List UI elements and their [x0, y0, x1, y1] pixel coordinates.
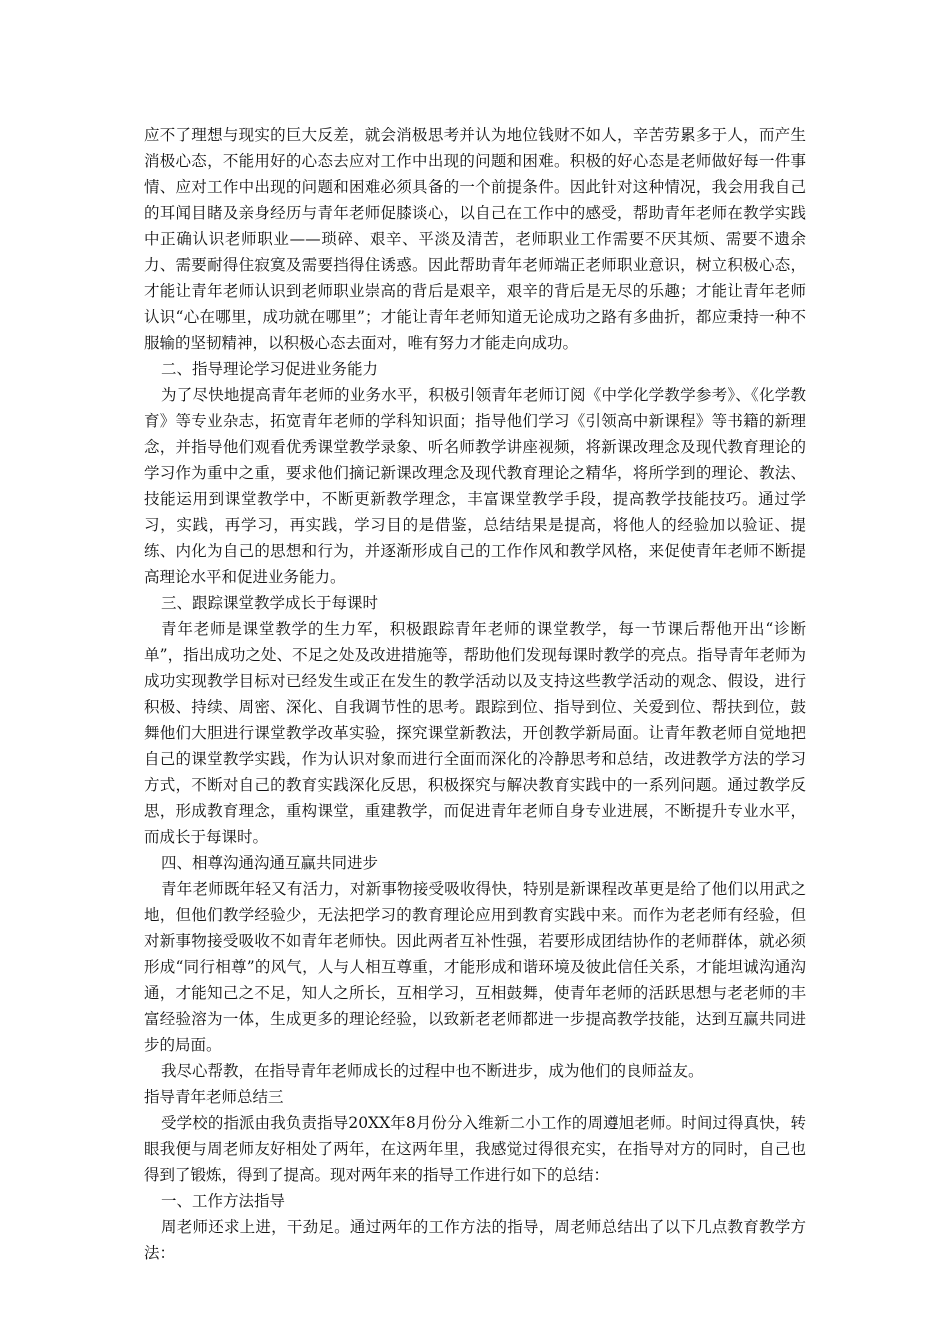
paragraph-theory-study: 为了尽快地提高青年老师的业务水平，积极引领青年老师订阅《中学化学教学参考》、《化学教育》等专业杂志，拓宽青年老师的学科知识面；指导他们学习《引领高中新课程》等书籍的新理念，并指导他们观看优秀课堂教学录象、听名师教学讲座视频，将新课改理念及现代教育理论的学习作为重中之重，要求他们摘记新课改理念及现代教育理论之精华，将所学到的理论、教法、技能运用到课堂教学中，不断更新教学理念，丰富课堂教学手段，提高教学技能技巧。通过学习，实践，再学习，再实践，学习目的是借鉴，总结结果是提高，将他人的经验加以验证、提练、内化为自己的思想和行为，并逐渐形成自己的工作作风和教学风格，来促使青年老师不断提高理论水平和促进业务能力。: [144, 386, 806, 586]
paragraph-mutual-respect: 青年老师既年轻又有活力，对新事物接受吸收得快，特别是新课程改革更是给了他们以用武之地，但他们教学经验少，无法把学习的教育理论应用到教育实践中来。而作为老老师有经验，但对新事物接受吸收不如青年老师快。因此两者互补性强，若要形成团结协作的老师群体，就必须形成“同行相尊”的风气，人与人相互尊重，才能形成和谐环境及彼此信任关系，才能坦诚沟通沟通，才能知己之不足，知人之所长，互相学习，互相鼓舞，使青年老师的活跃思想与老老师的丰富经验溶为一体，生成更多的理论经验，以致新老老师都进一步提高教学技能，达到互赢共同进步的局面。: [144, 880, 806, 1054]
paragraph-mentor-closing: 我尽心帮教，在指导青年老师成长的过程中也不断进步，成为他们的良师益友。: [161, 1062, 704, 1080]
section-title-summary-three: 指导青年老师总结三: [144, 1088, 284, 1106]
paragraph-summary-intro: 受学校的指派由我负责指导20XX年8月份分入维新二小工作的周遵旭老师。时间过得真快，转眼我便与周老师友好相处了两年，在这两年里，我感觉过得很充实，在指导对方的同时，自己也得到了锻炼，得到了提高。现对两年来的指导工作进行如下的总结：: [144, 1114, 806, 1184]
paragraph-classroom-tracking: 青年老师是课堂教学的生力军，积极跟踪青年老师的课堂教学，每一节课后帮他开出“诊断单”，指出成功之处、不足之处及改进措施等，帮助他们发现每课时教学的亮点。指导青年老师为成功实现教学目标对已经发生或正在发生的教学活动以及支持这些教学活动的观念、假设，进行积极、持续、周密、深化、自我调节性的思考。跟踪到位、指导到位、关爱到位、帮扶到位，鼓舞他们大胆进行课堂教学改革实验，探究课堂新教法，开创教学新局面。让青年教老师自觉地把自己的课堂教学实践，作为认识对象而进行全面而深化的冷静思考和总结，改进教学方法的学习方式，不断对自己的教育实践深化反思，积极探究与解决教育实践中的一系列问题。通过教学反思，形成教育理念，重构课堂，重建教学，而促进青年老师自身专业进展，不断提升专业水平，而成长于每课时。: [144, 620, 806, 846]
paragraph-work-method: 周老师还求上进，干劲足。通过两年的工作方法的指导，周老师总结出了以下几点教育教学方法：: [144, 1218, 806, 1262]
paragraph-mindset: 应不了理想与现实的巨大反差，就会消极思考并认为地位钱财不如人，辛苦劳累多于人，而产生消极心态，不能用好的心态去应对工作中出现的问题和困难。积极的好心态是老师做好每一件事情、应对工作中出现的问题和困难必须具备的一个前提条件。因此针对这种情况，我会用我自己的耳闻目睹及亲身经历与青年老师促膝谈心，以自己在工作中的感受，帮助青年老师在教学实践中正确认识老师职业——琐碎、艰辛、平淡及清苦，老师职业工作需要不厌其烦、需要不遗余力、需要耐得住寂寞及需要挡得住诱惑。因此帮助青年老师端正老师职业意识，树立积极心态，才能让青年老师认识到老师职业崇高的背后是艰辛，艰辛的背后是无尽的乐趣；才能让青年老师认识“心在哪里，成功就在哪里”；才能让青年老师知道无论成功之路有多曲折，都应秉持一种不服输的坚韧精神，以积极心态去面对，唯有努力才能走向成功。: [144, 126, 806, 352]
heading-work-method: 一、工作方法指导: [161, 1192, 286, 1210]
document-body: [144, 122, 806, 1266]
heading-mutual-respect: 四、相尊沟通沟通互赢共同进步: [161, 854, 379, 872]
heading-theory-study: 二、指导理论学习促进业务能力: [161, 360, 379, 378]
heading-classroom-tracking: 三、跟踪课堂教学成长于每课时: [161, 594, 379, 612]
